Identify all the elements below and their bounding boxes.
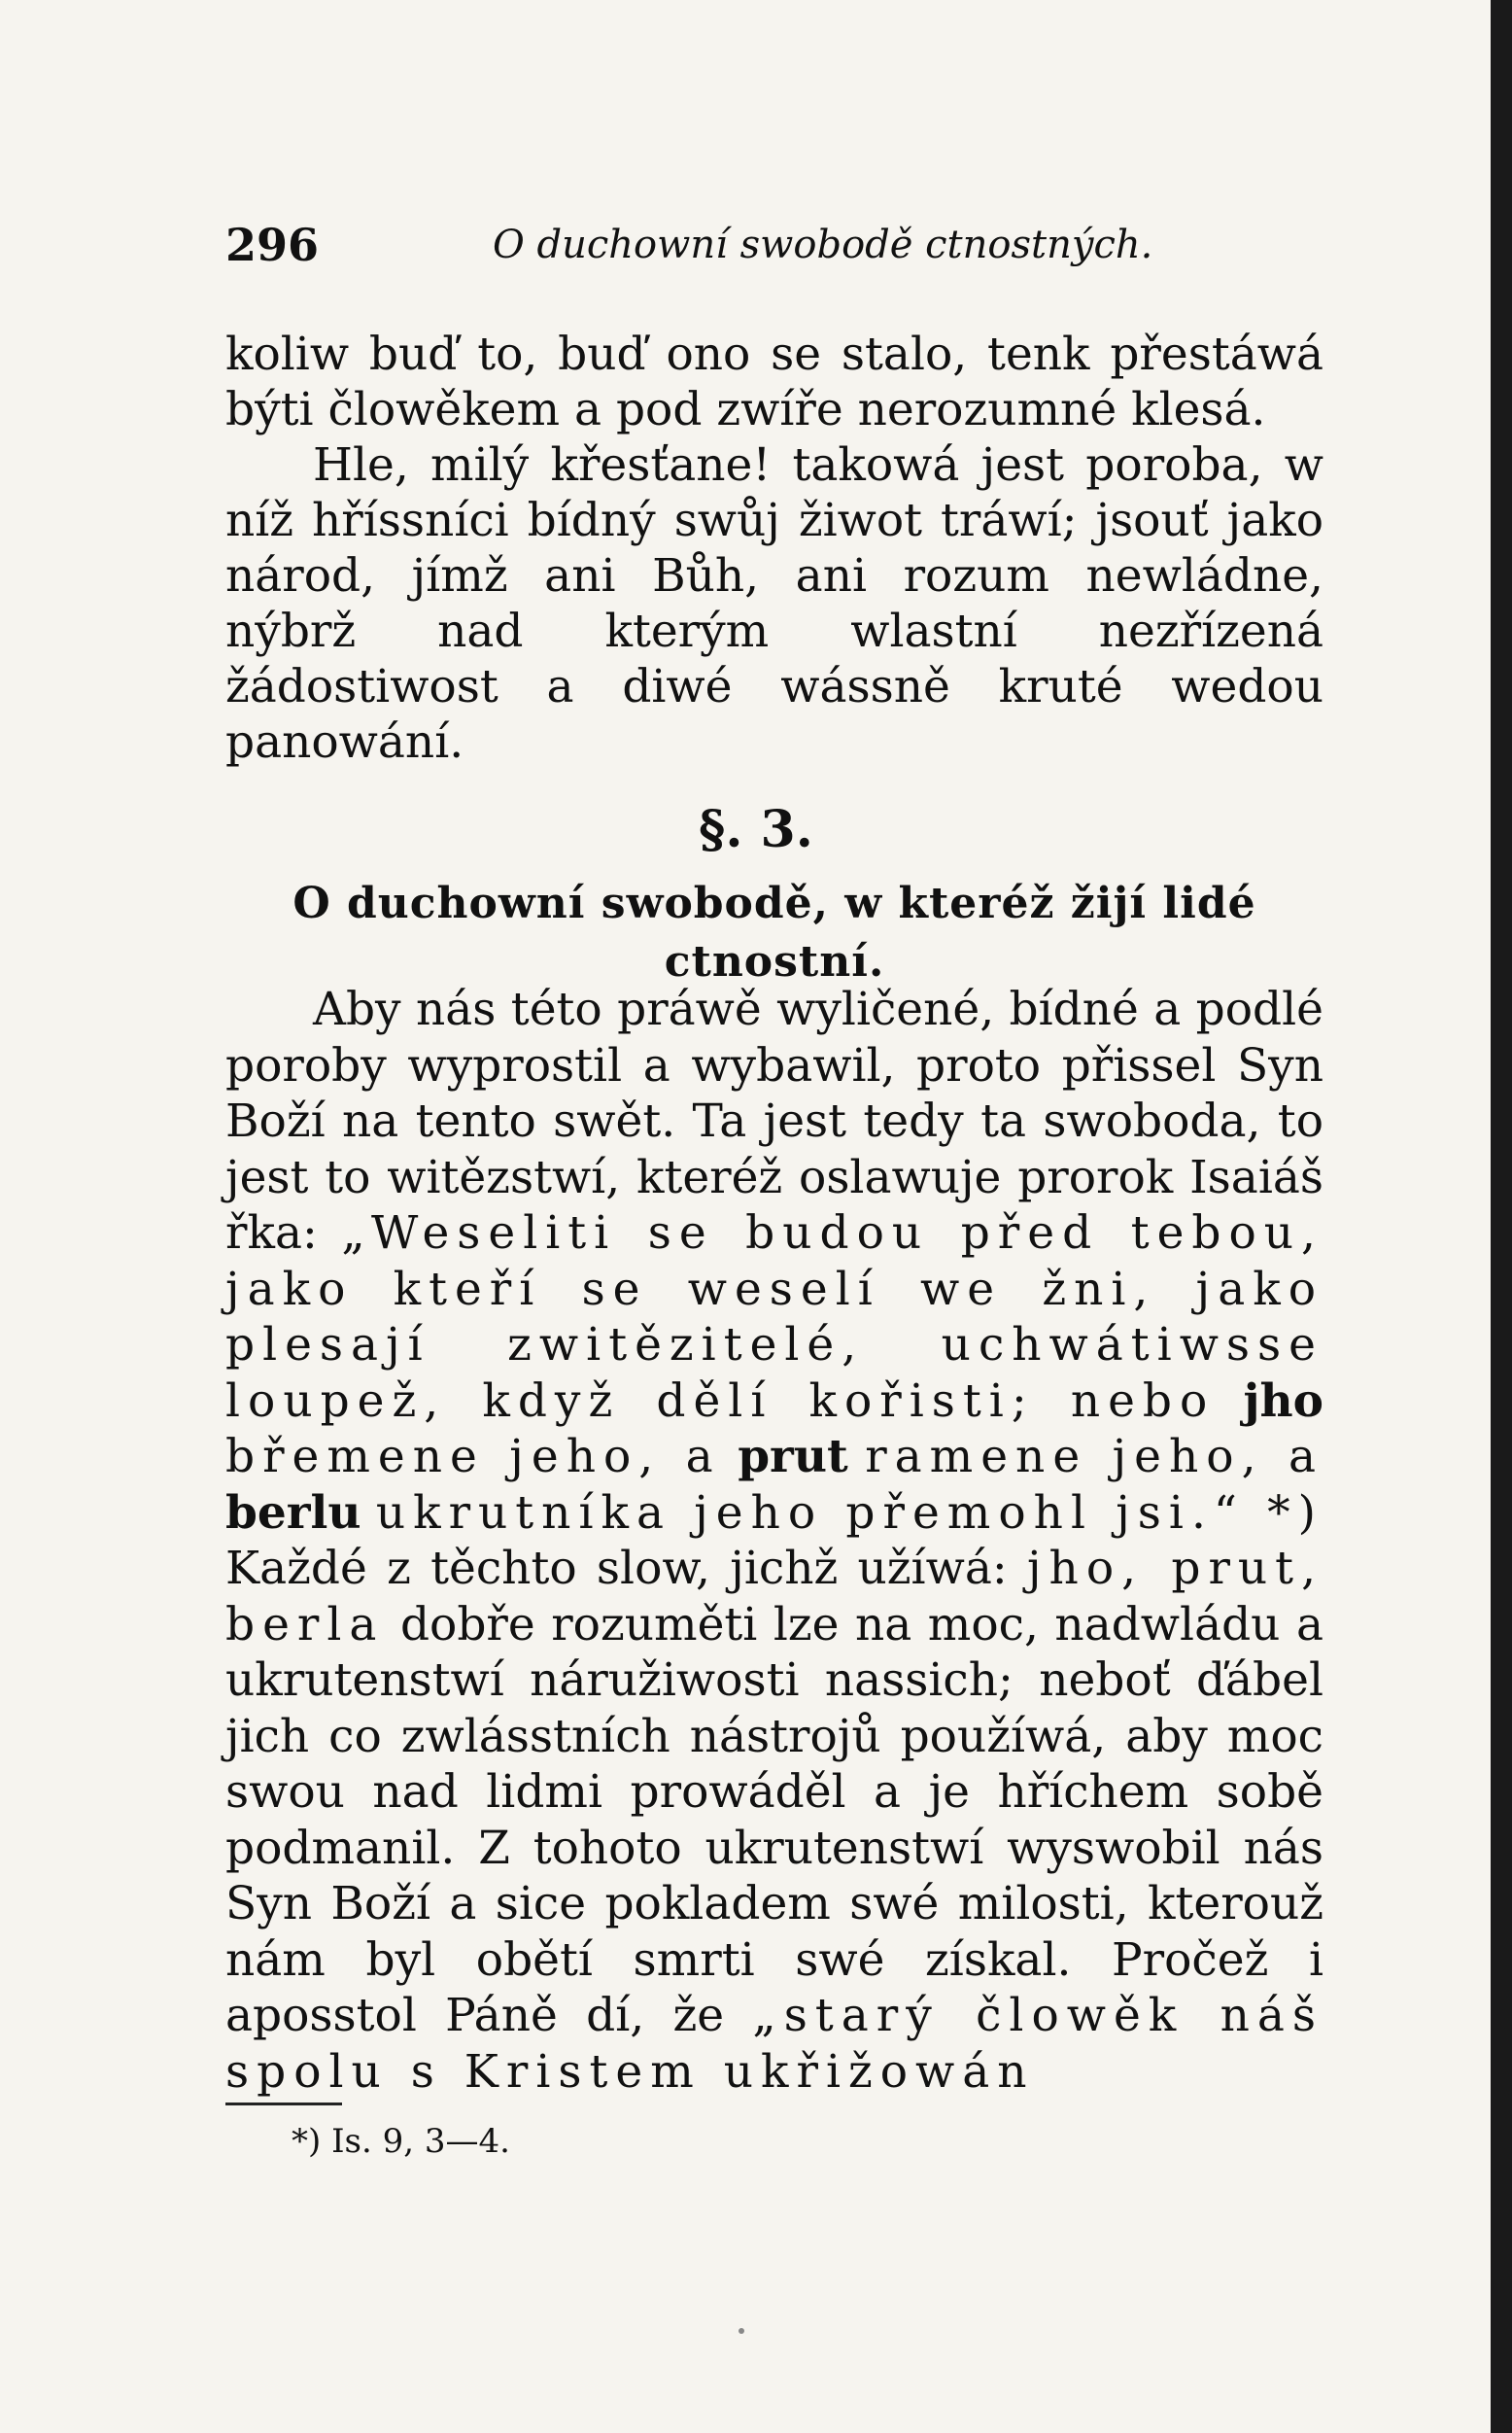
paragraph-3-text: Aby nás této práwě wyličené, bídné a podlé poroby wyprostil a wybawil, proto přissel Syn Boží na tento swět. Ta jest tedy ta swoboda, to jest to witězstwí, kteréž oslawuje prorok Isaiáš řka: — [225, 983, 1323, 1260]
page-header — [225, 216, 1323, 274]
emphasis-berlu: berlu — [225, 1485, 361, 1540]
running-title: O duchowní swobodě ctnostných. — [493, 223, 1153, 267]
quote-text: „starý člowěk náš spolu s Kristem ukřižowán — [225, 1989, 1323, 2099]
paragraph-2: Hle, milý křesťane! takowá jest poroba, w níž hříssníci bídný swůj žiwot tráwí; jsouť jako národ, jímž ani Bůh, ani rozum newládne, nýbrž nad kterým wlastní nezřízená žádostiwost a diwé wássně kruté wedou panowání. — [225, 438, 1323, 769]
quote-text: ramene jeho, a — [865, 1430, 1323, 1483]
scan-edge — [1491, 0, 1512, 2433]
emphasis-jho: jho — [1243, 1373, 1323, 1428]
emphasis-prut: prut — [738, 1430, 848, 1483]
paragraph-3 — [225, 982, 1323, 2100]
paragraph-3-text: Každé z těchto slow, jichž užíwá: — [225, 1542, 1027, 1595]
paragraph-1: koliw buď to, buď ono se stalo, tenk přestáwá býti člowěkem a pod zwíře nerozumné klesá. — [225, 328, 1323, 436]
quote-text: „Weseliti se budou před tebou, jako kteří se weselí we žni, jako plesají zwitězitelé, uchwátiwsse loupež, když dělí kořisti; nebo — [225, 1206, 1323, 1428]
footnote: *) Is. 9, 3—4. — [292, 2122, 510, 2161]
quote-text: ukrutníka jeho přemohl jsi.“ *) — [375, 1485, 1323, 1540]
ink-speck — [739, 2328, 744, 2334]
section-number: §. 3. — [699, 800, 813, 859]
page-number: 296 — [225, 219, 320, 271]
paragraph-3-text: dobře rozuměti lze na moc, nadwládu a ukrutenstwí náružiwosti nassich; neboť ďábel jich co zwlásstních nástrojů použíwá, aby moc swou nad lidmi prowáděl a je hříchem sobě podmanil. Z tohoto ukrutenstwí wyswobil nás Syn Boží a sice pokladem swé milosti, kterouž nám byl obětí smrti swé získal. Pročež i aposstol Páně dí, že — [225, 1597, 1323, 2042]
quote-text: jho, prut, berla — [225, 1542, 1324, 1651]
quote-text: břemene jeho, a — [225, 1430, 721, 1483]
section-title: O duchowní swobodě, w kteréž žijí lidé ctnostní. — [292, 879, 1256, 987]
footnote-divider — [225, 2103, 342, 2105]
